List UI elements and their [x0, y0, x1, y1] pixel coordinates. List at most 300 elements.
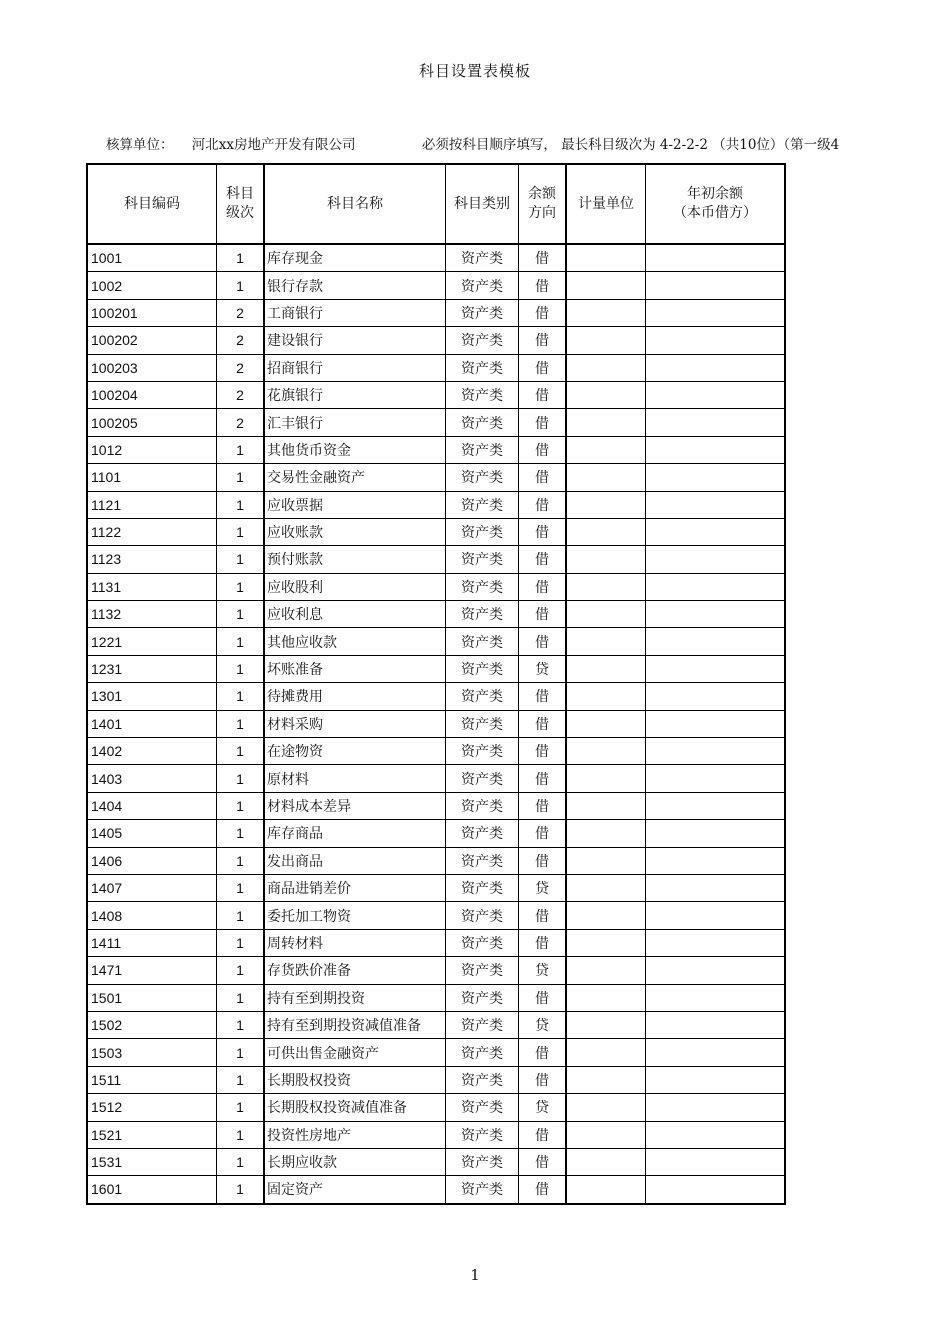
cell-account-name: 可供出售金融资产 [264, 1039, 446, 1066]
cell-account-type: 资产类 [446, 738, 519, 765]
cell-account-type: 资产类 [446, 436, 519, 463]
cell-opening-balance [646, 518, 786, 545]
cell-account-name: 周转材料 [264, 929, 446, 956]
page-number: 1 [470, 1266, 480, 1284]
cell-measure-unit [566, 820, 646, 847]
cell-account-code: 1402 [87, 738, 217, 765]
cell-account-code: 1301 [87, 683, 217, 710]
cell-opening-balance [646, 436, 786, 463]
cell-account-type: 资产类 [446, 381, 519, 408]
cell-account-type: 资产类 [446, 655, 519, 682]
cell-opening-balance [646, 929, 786, 956]
cell-account-code: 1512 [87, 1094, 217, 1121]
header-dir-line1: 余额 [528, 186, 556, 202]
cell-account-type: 资产类 [446, 464, 519, 491]
cell-account-code: 1403 [87, 765, 217, 792]
cell-account-name: 应收利息 [264, 601, 446, 628]
cell-balance-direction: 借 [519, 820, 567, 847]
cell-opening-balance [646, 984, 786, 1011]
table-row [87, 902, 785, 929]
cell-measure-unit [566, 902, 646, 929]
cell-account-name: 汇丰银行 [264, 409, 446, 436]
cell-account-code: 1601 [87, 1176, 217, 1204]
cell-account-level: 1 [217, 1066, 265, 1093]
cell-measure-unit [566, 573, 646, 600]
cell-measure-unit [566, 272, 646, 299]
cell-account-code: 1131 [87, 573, 217, 600]
table-row [87, 573, 785, 600]
header-account-type: 科目类别 [446, 164, 519, 244]
cell-account-code: 1503 [87, 1039, 217, 1066]
cell-account-name: 库存现金 [264, 244, 446, 272]
cell-opening-balance [646, 1039, 786, 1066]
cell-measure-unit [566, 491, 646, 518]
cell-balance-direction: 借 [519, 1121, 567, 1148]
cell-account-name: 坏账准备 [264, 655, 446, 682]
cell-measure-unit [566, 1094, 646, 1121]
cell-account-name: 应收股利 [264, 573, 446, 600]
cell-opening-balance [646, 710, 786, 737]
cell-opening-balance [646, 573, 786, 600]
cell-account-level: 1 [217, 710, 265, 737]
cell-account-type: 资产类 [446, 820, 519, 847]
cell-account-code: 1406 [87, 847, 217, 874]
table-row [87, 957, 785, 984]
cell-opening-balance [646, 299, 786, 326]
cell-account-code: 1121 [87, 491, 217, 518]
header-level-line1: 科目 [226, 186, 254, 202]
cell-account-code: 1132 [87, 601, 217, 628]
cell-balance-direction: 借 [519, 847, 567, 874]
cell-opening-balance [646, 546, 786, 573]
cell-measure-unit [566, 354, 646, 381]
cell-opening-balance [646, 683, 786, 710]
cell-account-code: 1471 [87, 957, 217, 984]
cell-account-type: 资产类 [446, 244, 519, 272]
cell-opening-balance [646, 491, 786, 518]
table-row [87, 847, 785, 874]
cell-opening-balance [646, 381, 786, 408]
cell-account-level: 1 [217, 683, 265, 710]
cell-account-type: 资产类 [446, 847, 519, 874]
header-level-line2: 级次 [226, 205, 254, 221]
table-row [87, 464, 785, 491]
cell-measure-unit [566, 1176, 646, 1204]
cell-measure-unit [566, 655, 646, 682]
cell-account-name: 建设银行 [264, 327, 446, 354]
table-row [87, 765, 785, 792]
cell-account-level: 1 [217, 546, 265, 573]
table-row [87, 381, 785, 408]
cell-account-name: 商品进销差价 [264, 874, 446, 901]
account-settings-table [86, 163, 786, 1205]
cell-balance-direction: 借 [519, 738, 567, 765]
cell-balance-direction: 借 [519, 409, 567, 436]
cell-account-level: 2 [217, 409, 265, 436]
header-measure-unit: 计量单位 [566, 164, 646, 244]
cell-balance-direction: 贷 [519, 1094, 567, 1121]
cell-measure-unit [566, 874, 646, 901]
cell-measure-unit [566, 546, 646, 573]
cell-account-code: 1221 [87, 628, 217, 655]
cell-account-level: 2 [217, 299, 265, 326]
table-row [87, 518, 785, 545]
cell-account-name: 在途物资 [264, 738, 446, 765]
cell-account-name: 应收账款 [264, 518, 446, 545]
cell-balance-direction: 借 [519, 327, 567, 354]
cell-account-level: 1 [217, 573, 265, 600]
cell-account-level: 1 [217, 272, 265, 299]
cell-opening-balance [646, 847, 786, 874]
cell-account-type: 资产类 [446, 1148, 519, 1175]
table-row [87, 820, 785, 847]
cell-balance-direction: 贷 [519, 655, 567, 682]
cell-account-level: 1 [217, 957, 265, 984]
cell-account-level: 1 [217, 436, 265, 463]
cell-account-level: 1 [217, 655, 265, 682]
cell-balance-direction: 贷 [519, 1011, 567, 1038]
table-row [87, 874, 785, 901]
cell-account-type: 资产类 [446, 874, 519, 901]
cell-balance-direction: 借 [519, 710, 567, 737]
cell-account-name: 交易性金融资产 [264, 464, 446, 491]
cell-account-level: 1 [217, 847, 265, 874]
cell-account-name: 预付账款 [264, 546, 446, 573]
cell-measure-unit [566, 1066, 646, 1093]
table-row [87, 710, 785, 737]
cell-account-type: 资产类 [446, 1039, 519, 1066]
cell-account-level: 1 [217, 820, 265, 847]
cell-account-level: 1 [217, 1121, 265, 1148]
cell-account-type: 资产类 [446, 518, 519, 545]
header-account-code: 科目编码 [87, 164, 217, 244]
cell-account-type: 资产类 [446, 573, 519, 600]
cell-account-name: 发出商品 [264, 847, 446, 874]
cell-measure-unit [566, 847, 646, 874]
cell-account-type: 资产类 [446, 491, 519, 518]
cell-account-code: 1122 [87, 518, 217, 545]
cell-account-code: 1521 [87, 1121, 217, 1148]
cell-account-code: 1407 [87, 874, 217, 901]
cell-account-name: 持有至到期投资减值准备 [264, 1011, 446, 1038]
cell-account-name: 投资性房地产 [264, 1121, 446, 1148]
cell-balance-direction: 借 [519, 244, 567, 272]
cell-account-name: 长期股权投资减值准备 [264, 1094, 446, 1121]
cell-opening-balance [646, 327, 786, 354]
table-row [87, 1011, 785, 1038]
table-row [87, 299, 785, 326]
cell-account-level: 1 [217, 491, 265, 518]
cell-account-type: 资产类 [446, 710, 519, 737]
cell-balance-direction: 借 [519, 902, 567, 929]
table-row [87, 655, 785, 682]
table-row [87, 354, 785, 381]
table-row [87, 491, 785, 518]
table-row [87, 738, 785, 765]
cell-opening-balance [646, 601, 786, 628]
cell-account-code: 1405 [87, 820, 217, 847]
cell-account-type: 资产类 [446, 1121, 519, 1148]
cell-account-code: 1404 [87, 792, 217, 819]
table-row [87, 436, 785, 463]
cell-account-name: 招商银行 [264, 354, 446, 381]
cell-account-type: 资产类 [446, 957, 519, 984]
fill-instruction-note: 必须按科目顺序填写， 最长科目级次为 4-2-2-2 （共10位）（第一级4 [421, 137, 840, 153]
table-row [87, 327, 785, 354]
cell-measure-unit [566, 299, 646, 326]
cell-account-name: 工商银行 [264, 299, 446, 326]
cell-account-name: 其他货币资金 [264, 436, 446, 463]
cell-measure-unit [566, 381, 646, 408]
cell-account-name: 存货跌价准备 [264, 957, 446, 984]
cell-measure-unit [566, 929, 646, 956]
header-balance-direction [519, 164, 567, 244]
cell-account-type: 资产类 [446, 546, 519, 573]
cell-measure-unit [566, 957, 646, 984]
cell-opening-balance [646, 655, 786, 682]
table-row [87, 683, 785, 710]
cell-account-type: 资产类 [446, 1094, 519, 1121]
cell-account-level: 1 [217, 1039, 265, 1066]
cell-balance-direction: 借 [519, 1039, 567, 1066]
cell-balance-direction: 借 [519, 272, 567, 299]
cell-opening-balance [646, 1011, 786, 1038]
cell-account-level: 1 [217, 984, 265, 1011]
cell-balance-direction: 借 [519, 573, 567, 600]
cell-account-code: 100202 [87, 327, 217, 354]
cell-account-type: 资产类 [446, 354, 519, 381]
cell-account-code: 1501 [87, 984, 217, 1011]
cell-account-level: 1 [217, 628, 265, 655]
cell-opening-balance [646, 1066, 786, 1093]
cell-opening-balance [646, 874, 786, 901]
table-row [87, 409, 785, 436]
cell-account-name: 长期股权投资 [264, 1066, 446, 1093]
cell-balance-direction: 借 [519, 354, 567, 381]
cell-account-type: 资产类 [446, 902, 519, 929]
cell-account-level: 1 [217, 518, 265, 545]
cell-balance-direction: 借 [519, 929, 567, 956]
cell-measure-unit [566, 765, 646, 792]
cell-account-code: 1411 [87, 929, 217, 956]
cell-account-level: 1 [217, 601, 265, 628]
cell-measure-unit [566, 518, 646, 545]
cell-account-name: 花旗银行 [264, 381, 446, 408]
table-row [87, 1094, 785, 1121]
cell-measure-unit [566, 601, 646, 628]
cell-account-level: 1 [217, 244, 265, 272]
cell-account-level: 1 [217, 874, 265, 901]
cell-account-level: 1 [217, 1148, 265, 1175]
table-row [87, 1066, 785, 1093]
cell-account-type: 资产类 [446, 628, 519, 655]
cell-account-type: 资产类 [446, 1176, 519, 1204]
cell-opening-balance [646, 272, 786, 299]
cell-measure-unit [566, 792, 646, 819]
cell-account-level: 1 [217, 929, 265, 956]
cell-account-level: 1 [217, 765, 265, 792]
cell-measure-unit [566, 1148, 646, 1175]
header-account-level [217, 164, 265, 244]
cell-measure-unit [566, 436, 646, 463]
cell-account-code: 100204 [87, 381, 217, 408]
cell-account-level: 1 [217, 902, 265, 929]
cell-balance-direction: 贷 [519, 874, 567, 901]
cell-opening-balance [646, 902, 786, 929]
cell-balance-direction: 借 [519, 1176, 567, 1204]
cell-measure-unit [566, 984, 646, 1011]
cell-account-name: 银行存款 [264, 272, 446, 299]
table-row [87, 929, 785, 956]
header-balance-line1: 年初余额 [687, 186, 743, 202]
cell-balance-direction: 借 [519, 546, 567, 573]
cell-opening-balance [646, 738, 786, 765]
cell-account-type: 资产类 [446, 683, 519, 710]
cell-opening-balance [646, 765, 786, 792]
cell-account-type: 资产类 [446, 792, 519, 819]
cell-opening-balance [646, 1176, 786, 1204]
cell-account-code: 100203 [87, 354, 217, 381]
cell-account-code: 1002 [87, 272, 217, 299]
cell-account-level: 1 [217, 1011, 265, 1038]
cell-account-type: 资产类 [446, 272, 519, 299]
cell-balance-direction: 借 [519, 792, 567, 819]
header-info [106, 133, 950, 153]
table-row [87, 1148, 785, 1175]
table-row [87, 601, 785, 628]
cell-account-code: 1401 [87, 710, 217, 737]
cell-account-name: 持有至到期投资 [264, 984, 446, 1011]
cell-account-code: 1123 [87, 546, 217, 573]
cell-balance-direction: 借 [519, 436, 567, 463]
cell-measure-unit [566, 1011, 646, 1038]
table-row [87, 1176, 785, 1204]
cell-account-type: 资产类 [446, 765, 519, 792]
header-account-name: 科目名称 [264, 164, 446, 244]
cell-balance-direction: 借 [519, 765, 567, 792]
cell-balance-direction: 借 [519, 491, 567, 518]
header-dir-line2: 方向 [528, 205, 556, 221]
cell-measure-unit [566, 710, 646, 737]
table-row [87, 1039, 785, 1066]
cell-opening-balance [646, 820, 786, 847]
cell-account-code: 1511 [87, 1066, 217, 1093]
cell-measure-unit [566, 409, 646, 436]
cell-balance-direction: 借 [519, 299, 567, 326]
cell-account-name: 原材料 [264, 765, 446, 792]
cell-account-code: 100201 [87, 299, 217, 326]
unit-label: 核算单位： [106, 137, 174, 153]
cell-account-code: 100205 [87, 409, 217, 436]
cell-opening-balance [646, 354, 786, 381]
cell-opening-balance [646, 244, 786, 272]
table-row [87, 792, 785, 819]
cell-account-code: 1012 [87, 436, 217, 463]
cell-account-name: 应收票据 [264, 491, 446, 518]
unit-value: 河北xx房地产开发有限公司 [191, 137, 356, 153]
table-header-row [87, 164, 785, 244]
cell-measure-unit [566, 628, 646, 655]
cell-account-type: 资产类 [446, 601, 519, 628]
cell-account-code: 1231 [87, 655, 217, 682]
cell-measure-unit [566, 683, 646, 710]
cell-account-level: 1 [217, 738, 265, 765]
cell-account-name: 其他应收款 [264, 628, 446, 655]
header-balance-line2: （本币借方） [673, 205, 757, 221]
cell-measure-unit [566, 1039, 646, 1066]
cell-account-code: 1531 [87, 1148, 217, 1175]
cell-account-name: 待摊费用 [264, 683, 446, 710]
cell-balance-direction: 贷 [519, 957, 567, 984]
cell-balance-direction: 借 [519, 984, 567, 1011]
cell-account-level: 2 [217, 354, 265, 381]
header-opening-balance [646, 164, 786, 244]
cell-account-level: 1 [217, 1094, 265, 1121]
table-row [87, 244, 785, 272]
cell-account-type: 资产类 [446, 929, 519, 956]
cell-balance-direction: 借 [519, 683, 567, 710]
cell-account-name: 委托加工物资 [264, 902, 446, 929]
cell-measure-unit [566, 1121, 646, 1148]
cell-account-name: 材料成本差异 [264, 792, 446, 819]
cell-account-code: 1408 [87, 902, 217, 929]
cell-account-type: 资产类 [446, 299, 519, 326]
cell-account-type: 资产类 [446, 327, 519, 354]
cell-opening-balance [646, 792, 786, 819]
cell-account-type: 资产类 [446, 409, 519, 436]
cell-opening-balance [646, 957, 786, 984]
cell-measure-unit [566, 738, 646, 765]
cell-account-level: 2 [217, 381, 265, 408]
cell-balance-direction: 借 [519, 518, 567, 545]
cell-account-type: 资产类 [446, 1066, 519, 1093]
table-row [87, 628, 785, 655]
cell-account-code: 1502 [87, 1011, 217, 1038]
cell-opening-balance [646, 409, 786, 436]
cell-account-code: 1101 [87, 464, 217, 491]
table-row [87, 984, 785, 1011]
cell-account-level: 2 [217, 327, 265, 354]
cell-measure-unit [566, 327, 646, 354]
cell-account-code: 1001 [87, 244, 217, 272]
document-title: 科目设置表模板 [418, 62, 531, 80]
cell-account-name: 长期应收款 [264, 1148, 446, 1175]
table-row [87, 546, 785, 573]
table-row [87, 1121, 785, 1148]
table-row [87, 272, 785, 299]
cell-balance-direction: 借 [519, 381, 567, 408]
cell-measure-unit [566, 464, 646, 491]
cell-account-type: 资产类 [446, 1011, 519, 1038]
cell-opening-balance [646, 464, 786, 491]
cell-account-level: 1 [217, 792, 265, 819]
cell-account-type: 资产类 [446, 984, 519, 1011]
cell-opening-balance [646, 1148, 786, 1175]
cell-balance-direction: 借 [519, 464, 567, 491]
cell-opening-balance [646, 1121, 786, 1148]
cell-measure-unit [566, 244, 646, 272]
cell-account-level: 1 [217, 1176, 265, 1204]
cell-account-name: 固定资产 [264, 1176, 446, 1204]
cell-balance-direction: 借 [519, 601, 567, 628]
cell-balance-direction: 借 [519, 628, 567, 655]
cell-account-name: 库存商品 [264, 820, 446, 847]
cell-balance-direction: 借 [519, 1066, 567, 1093]
cell-opening-balance [646, 1094, 786, 1121]
cell-account-name: 材料采购 [264, 710, 446, 737]
cell-balance-direction: 借 [519, 1148, 567, 1175]
cell-opening-balance [646, 628, 786, 655]
